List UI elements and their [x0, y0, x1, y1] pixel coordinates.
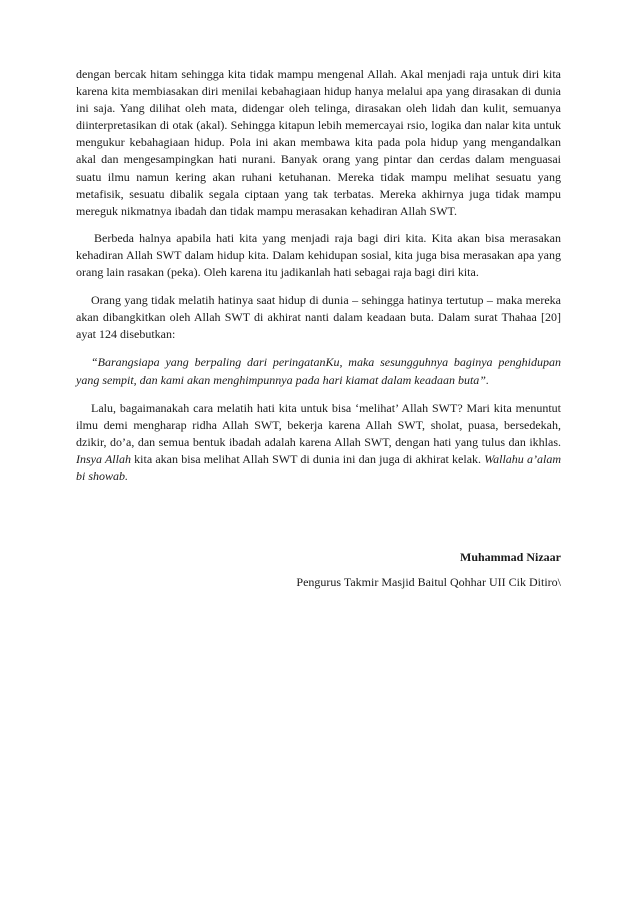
document-body	[76, 66, 561, 485]
paragraph-5-text-before: Lalu, bagaimanakah cara melatih hati kita untuk bisa ‘melihat’ Allah SWT? Mari kita menuntut ilmu demi mengharap ridha Allah SWT, bekerja karena Allah SWT, sholat, puasa, bersedekah, dzikir, do’a, dan semua bentuk ibadah adalah karena Allah SWT, dengan hati yang tulus dan ikhlas.	[76, 400, 561, 449]
closing-phrase: Wallahu a’alam bi showab.	[76, 451, 561, 483]
paragraph-3: Orang yang tidak melatih hatinya saat hidup di dunia – sehingga hatinya tertutup – maka mereka akan dibangkitkan oleh Allah SWT di akhirat nanti dalam keadaan buta. Dalam surat Thahaa [20] ayat 124 disebutkan:	[76, 293, 561, 342]
quote-paragraph: “Barangsiapa yang berpaling dari peringatanKu, maka sesungguhnya baginya penghidupan yang sempit, dan kami akan menghimpunnya pada hari kiamat dalam keadaan buta”.	[76, 355, 561, 387]
author-name: Muhammad Nizaar	[460, 550, 561, 564]
paragraph-5	[76, 400, 561, 485]
paragraph-5-text-middle: kita akan bisa melihat Allah SWT di dunia ini dan juga di akhirat kelak.	[130, 451, 485, 466]
paragraph-2: Berbeda halnya apabila hati kita yang menjadi raja bagi diri kita. Kita akan bisa merasakan kehadiran Allah SWT dalam hidup kita. Dalam kehidupan sosial, kita juga bisa merasakan apa yang orang lain rasakan (peka). Oleh karena itu jadikanlah hati sebagai raja bagi diri kita.	[76, 230, 561, 280]
paragraph-1: dengan bercak hitam sehingga kita tidak mampu mengenal Allah. Akal menjadi raja untuk diri kita karena kita membiasakan diri menilai kebahagiaan hidup hanya melalui apa yang dirasakan di dunia ini saja. Yang dilihat oleh mata, didengar oleh telinga, dirasakan oleh lidah dan kulit, semuanya diinterpretasikan di otak (akal). Sehingga kitapun lebih memercayai rsio, logika dan nalar kita untuk mengukur kebahagiaan hidup. Pola ini akan membawa kita pada pola hidup yang mengandalkan akal dan mengesampingkan hati nurani. Banyak orang yang pintar dan cerdas dalam menguasai suatu ilmu namun kering akan ruhani ketuhanan. Mereka tidak mampu melihat sesuatu yang metafisik, sesuatu dibalik segala ciptaan yang tak terbatas. Mereka akhirnya juga tidak mampu mereguk nikmatnya ibadah dan tidak mampu merasakan kehadiran Allah SWT.	[76, 67, 561, 218]
author-role: Pengurus Takmir Masjid Baitul Qohhar UII Cik Ditiro\	[296, 575, 561, 589]
signature-block	[296, 547, 561, 592]
insya-allah-text: Insya Allah	[76, 451, 131, 466]
